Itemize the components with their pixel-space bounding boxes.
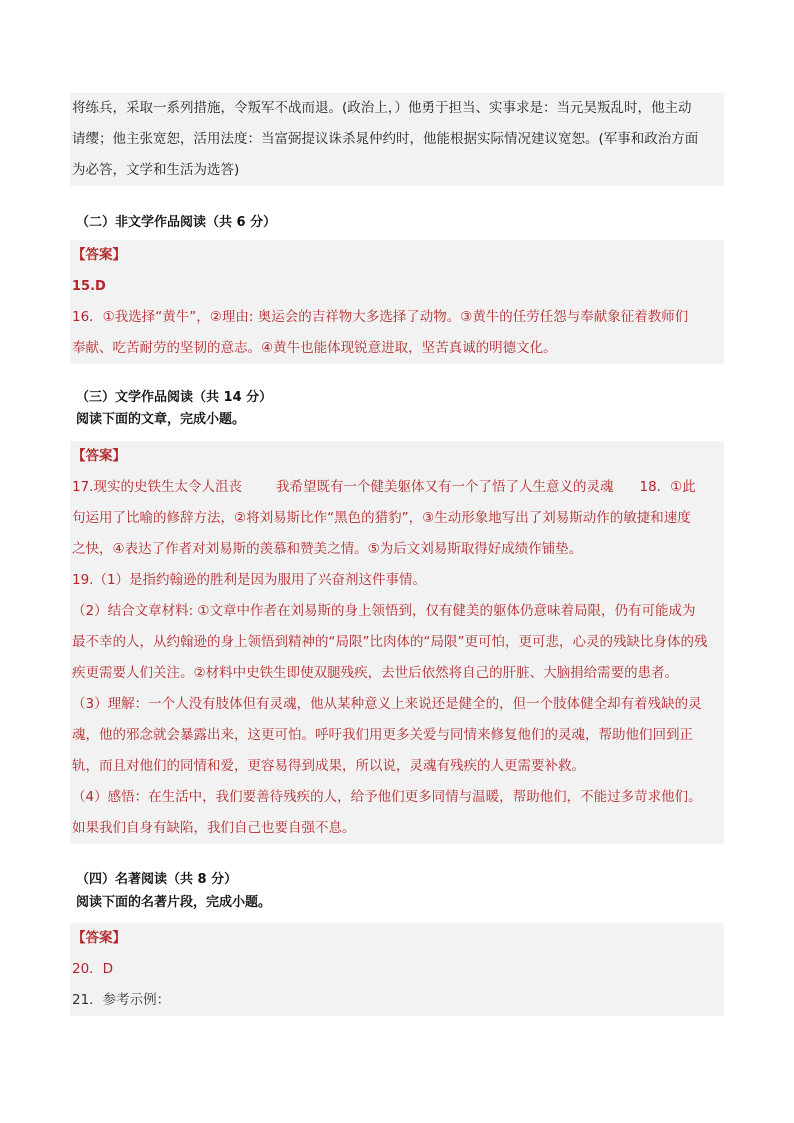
answer-q17-part2: 我希望既有一个健美躯体又有一个了悟了人生意义的灵魂 <box>275 479 614 495</box>
answer-q19-line: 轨，而且对他们的同情和爱，更容易得到成果，所以说，灵魂有残疾的人更需要补救。 <box>72 758 585 774</box>
answer-q21: 21．参考示例： <box>72 992 171 1008</box>
answer-label: 【答案】 <box>72 930 126 946</box>
section-instruction-literary: 阅读下面的文章，完成小题。 <box>76 412 246 427</box>
answer-q16-line: 16．①我选择“黄牛”，②理由: 奥运会的吉祥物大多选择了动物。③黄牛的任劳任怨与奉献象征着教师们 <box>72 309 689 325</box>
answer-q19-line: （4）感悟：在生活中，我们要善待残疾的人，给予他们更多同情与温暖，帮助他们，不能过多苛求他们。 <box>72 789 702 805</box>
section-heading-classics: （四）名著阅读（共 8 分） <box>76 872 238 887</box>
text-line: 请缨；他主张宽恕，活用法度：当富弼提议诛杀晁仲约时，他能根据实际情况建议宽恕。(军事和政治方面 <box>72 131 699 147</box>
answer-q19-line: 19.（1）是指约翰逊的胜利是因为服用了兴奋剂这件事情。 <box>72 572 427 588</box>
answer-q16-line: 奉献、吃苦耐劳的坚韧的意志。④黄牛也能体现锐意进取，坚苦真诚的明德文化。 <box>72 340 557 356</box>
answer-q19-line: 如果我们自身有缺陷，我们自己也要自强不息。 <box>72 820 356 836</box>
text-line: 为必答，文学和生活为选答) <box>72 162 240 178</box>
answer-q18-start: 18．①此 <box>639 479 696 495</box>
answer-block-literary <box>70 441 724 844</box>
answer-q19-line: 疾更需要人们关注。②材料中史铁生即使双腿残疾，去世后依然将自己的肝脏、大脑捐给需要的患者。 <box>72 665 679 681</box>
answer-q15: 15.D <box>72 279 106 294</box>
answer-q20: 20．D <box>72 961 114 977</box>
answer-q19-line: （3）理解：一个人没有肢体但有灵魂，他从某种意义上来说还是健全的，但一个肢体健全却有着残缺的灵 <box>72 696 702 712</box>
answer-block-classics <box>70 923 724 1016</box>
section-instruction-classics: 阅读下面的名著片段，完成小题。 <box>76 895 272 910</box>
answer-label: 【答案】 <box>72 448 126 464</box>
answer-q18-line: 句运用了比喻的修辞方法，②将刘易斯比作“黑色的猎豹”，③生动形象地写出了刘易斯动作的敏捷和速度 <box>72 510 691 526</box>
text-line: 将练兵，采取一系列措施，令叛军不战而退。(政治上，）他勇于担当、实事求是：当元昊叛乱时，他主动 <box>72 100 692 116</box>
answer-q17-q18 <box>70 472 724 503</box>
answer-q19-line: 最不幸的人，从约翰逊的身上领悟到精神的“局限”比肉体的“局限”更可怕，更可悲，心灵的残缺比身体的残 <box>72 634 708 650</box>
section-heading-literary: （三）文学作品阅读（共 14 分） <box>76 390 273 405</box>
answer-block-nonliterary <box>70 240 724 364</box>
answer-q17-part1: 17.现实的史铁生太令人沮丧 <box>72 479 242 495</box>
answer-q19-line: 魂，他的邪念就会暴露出来，这更可怕。呼吁我们用更多关爱与同情来修复他们的灵魂，帮助他们回到正 <box>72 727 693 743</box>
answer-block-continuation <box>70 93 724 186</box>
answer-q19-line: （2）结合文章材料: ①文章中作者在刘易斯的身上领悟到，仅有健美的躯体仍意味着局限，仍有可能成为 <box>72 603 696 619</box>
answer-q18-line: 之快，④表达了作者对刘易斯的羡慕和赞美之情。⑤为后文刘易斯取得好成绩作铺垫。 <box>72 541 583 557</box>
answer-label: 【答案】 <box>72 247 126 263</box>
section-heading-nonliterary: （二）非文学作品阅读（共 6 分） <box>76 215 277 230</box>
